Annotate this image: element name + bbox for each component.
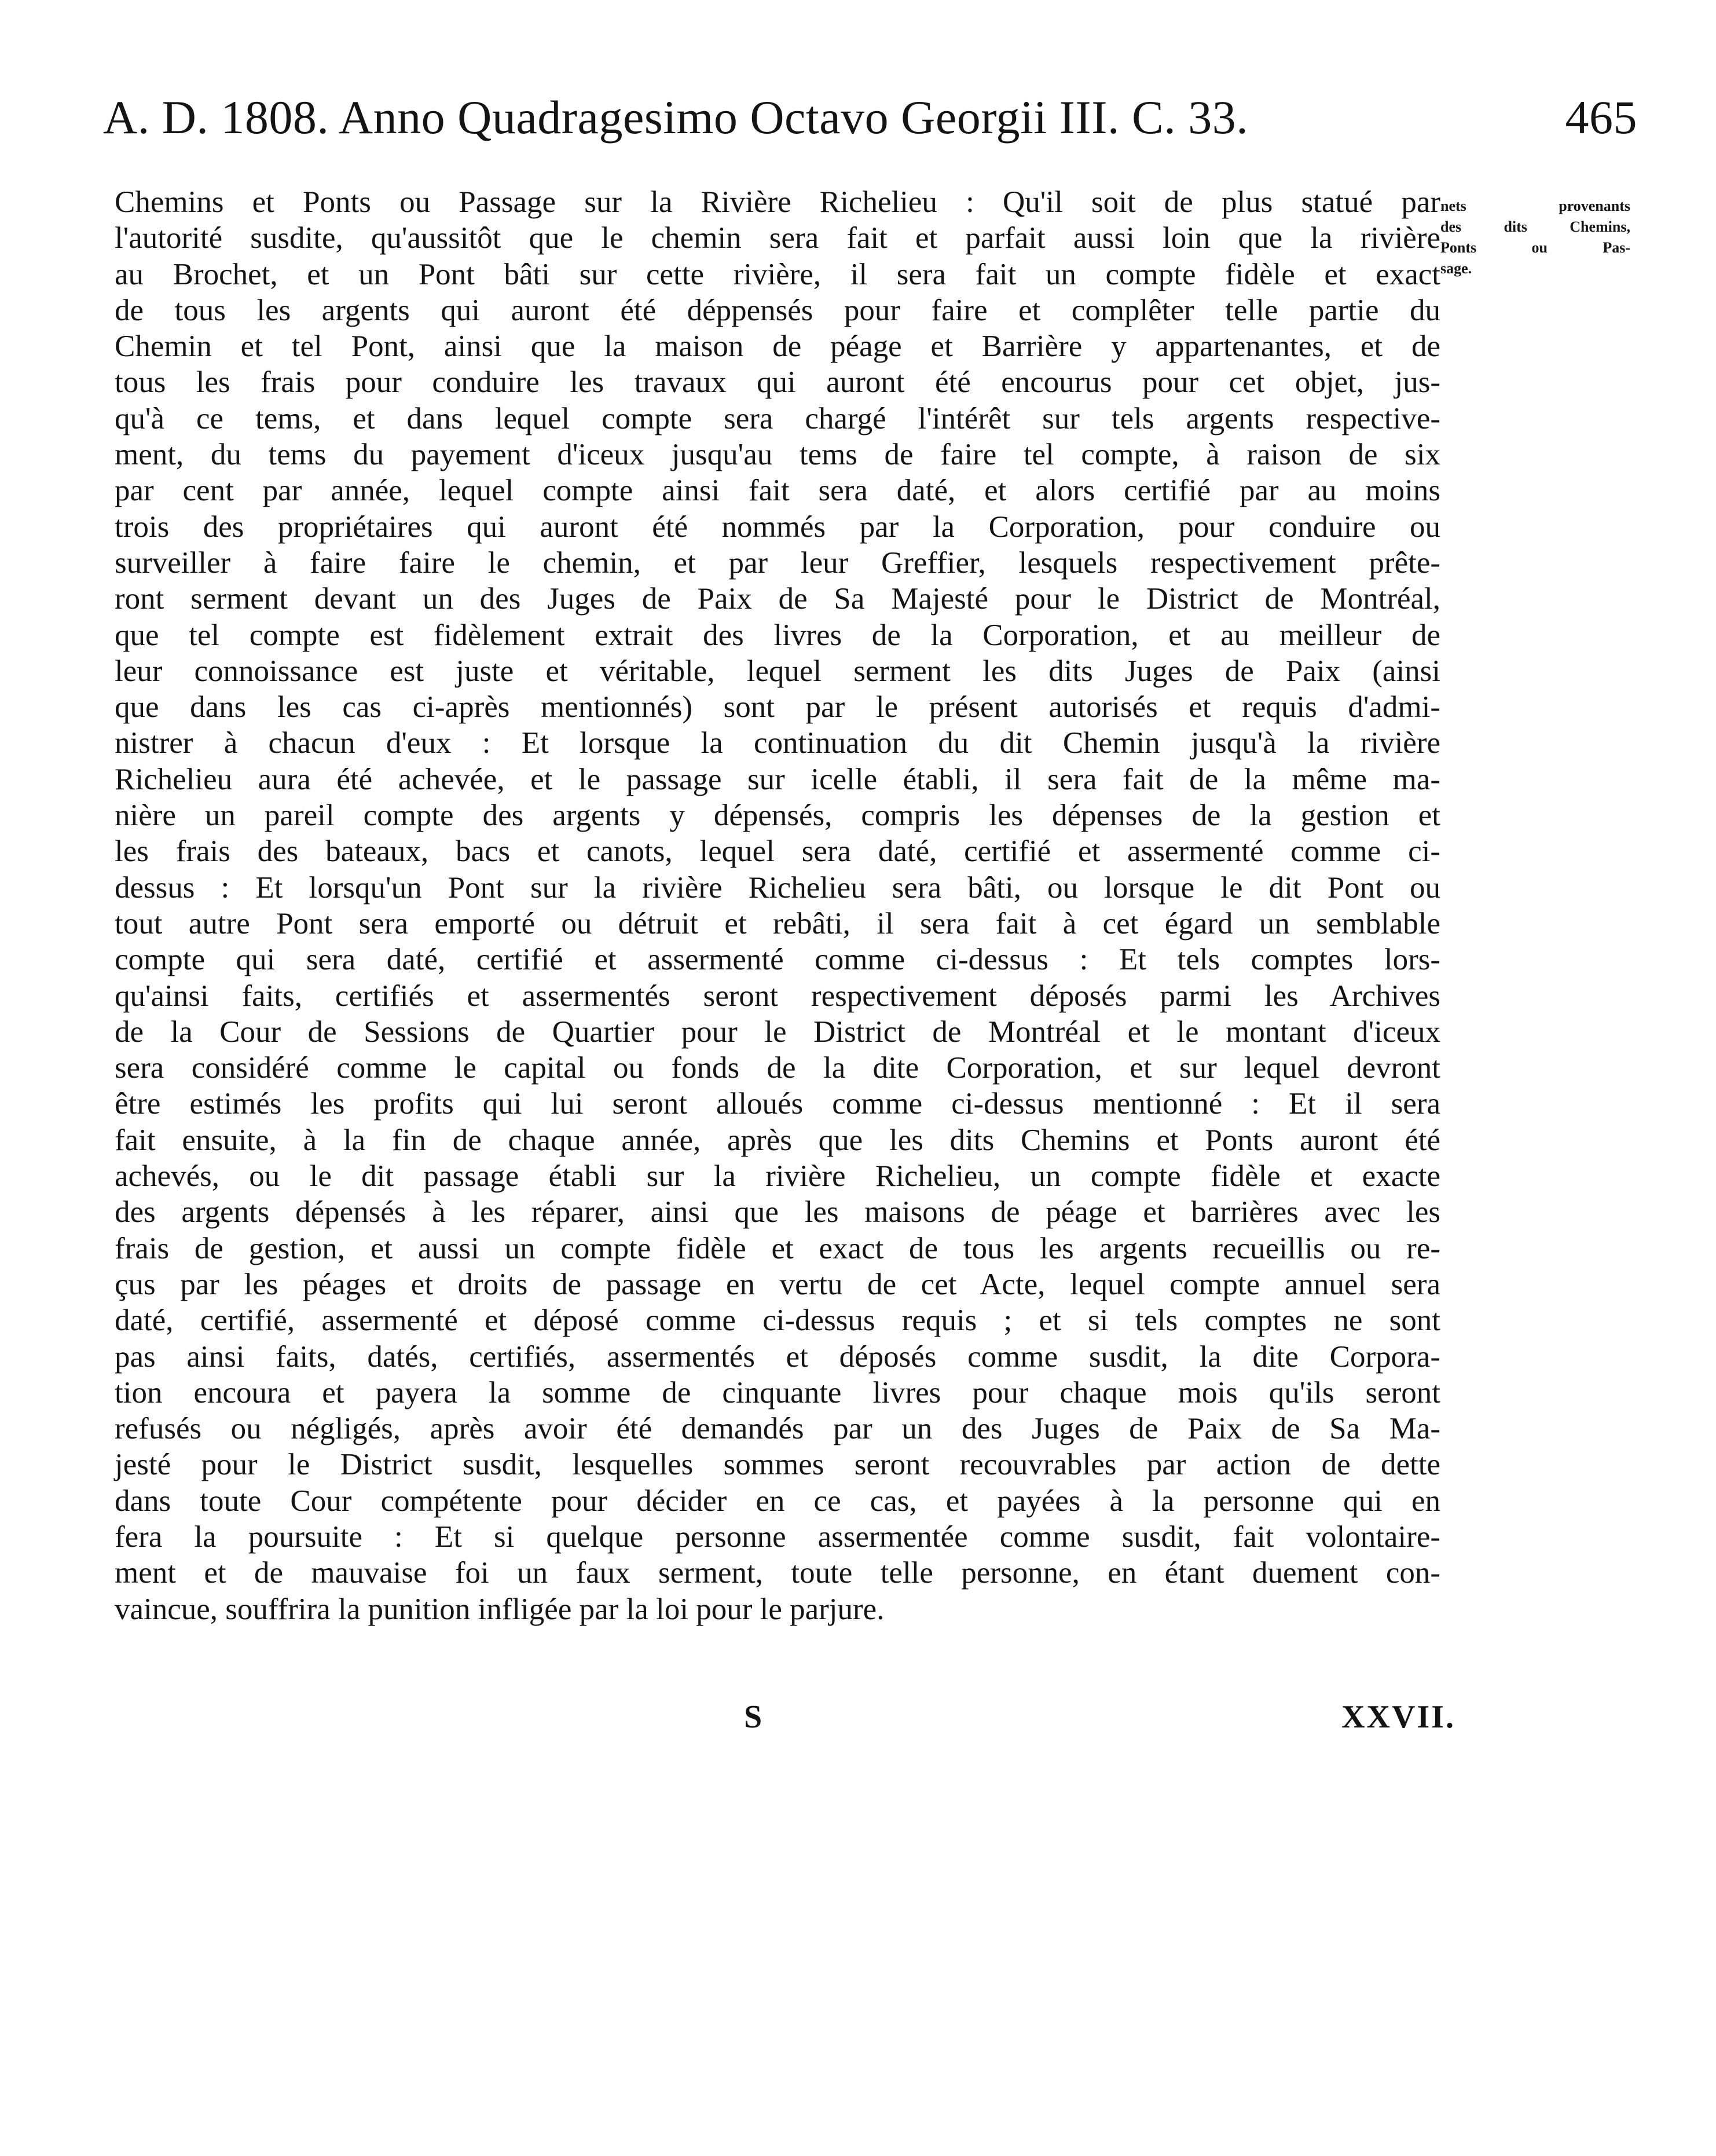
- text-line: refusés ou négligés, après avoir été demandés par un des Juges de Paix de Sa Ma-: [115, 1412, 1440, 1446]
- body-text: [115, 184, 1440, 1627]
- text-line: achevés, ou le dit passage établi sur la rivière Richelieu, un compte fidèle et exacte: [115, 1159, 1440, 1194]
- running-head-title: A. D. 1808. Anno Quadragesimo Octavo Georgii III. C. 33.: [103, 91, 1249, 144]
- text-line: qu'à ce tems, et dans lequel compte sera chargé l'intérêt sur tels argents respective-: [115, 401, 1440, 435]
- text-line: les frais des bateaux, bacs et canots, lequel sera daté, certifié et assermenté comme ci-: [115, 834, 1440, 869]
- text-line: ment, du tems du payement d'iceux jusqu'au tems de faire tel compte, à raison de six: [115, 438, 1440, 472]
- text-line: ment et de mauvaise foi un faux serment, toute telle personne, en étant duement con-: [115, 1556, 1440, 1590]
- text-line: fera la poursuite : Et si quelque personne assermentée comme susdit, fait volontaire-: [115, 1520, 1440, 1554]
- margin-note-line: nets provenants: [1440, 197, 1630, 214]
- text-line: des argents dépensés à les réparer, ainsi que les maisons de péage et barrières avec les: [115, 1195, 1440, 1229]
- text-line: tous les frais pour conduire les travaux qui auront été encourus pour cet objet, jus-: [115, 365, 1440, 400]
- text-line: vaincue, souffrira la punition infligée par la loi pour le parjure.: [115, 1592, 885, 1626]
- text-line: tout autre Pont sera emporté ou détruit et rebâti, il sera fait à cet égard un semblable: [115, 906, 1440, 940]
- text-line: daté, certifié, assermenté et déposé comme ci-dessus requis ; et si tels comptes ne sont: [115, 1304, 1440, 1338]
- text-line: nistrer à chacun d'eux : Et lorsque la continuation du dit Chemin jusqu'à la rivière: [115, 726, 1440, 760]
- page-number: 465: [1565, 91, 1637, 144]
- text-line: dans toute Cour compétente pour décider en ce cas, et payées à la personne qui en: [115, 1484, 1440, 1518]
- margin-note-line: sage.: [1440, 260, 1472, 277]
- margin-note-line: Ponts ou Pas-: [1440, 239, 1630, 256]
- text-line: Chemins et Ponts ou Passage sur la Rivière Richelieu : Qu'il soit de plus statué par: [115, 185, 1440, 219]
- text-line: au Brochet, et un Pont bâti sur cette rivière, il sera fait un compte fidèle et exact: [115, 257, 1440, 291]
- signature-mark: S: [744, 1699, 762, 1735]
- text-line: ront serment devant un des Juges de Paix de Sa Majesté pour le District de Montréal,: [115, 582, 1440, 616]
- margin-note: [1440, 196, 1630, 279]
- text-line: Richelieu aura été achevée, et le passage sur icelle établi, il sera fait de la même ma-: [115, 762, 1440, 796]
- margin-note-line: des dits Chemins,: [1440, 218, 1630, 235]
- text-line: que tel compte est fidèlement extrait des livres de la Corporation, et au meilleur de: [115, 618, 1440, 652]
- text-line: leur connoissance est juste et véritable, lequel serment les dits Juges de Paix (ainsi: [115, 654, 1440, 688]
- text-line: trois des propriétaires qui auront été nommés par la Corporation, pour conduire ou: [115, 510, 1440, 544]
- text-line: surveiller à faire faire le chemin, et par leur Greffier, lesquels respectivement prête-: [115, 546, 1440, 580]
- text-line: pas ainsi faits, datés, certifiés, assermentés et déposés comme susdit, la dite Corpora-: [115, 1339, 1440, 1374]
- text-line: l'autorité susdite, qu'aussitôt que le chemin sera fait et parfait aussi loin que la rivière: [115, 221, 1440, 255]
- running-head: [103, 86, 1637, 149]
- text-line: nière un pareil compte des argents y dépensés, compris les dépenses de la gestion et: [115, 799, 1440, 833]
- text-line: compte qui sera daté, certifié et assermenté comme ci-dessus : Et tels comptes lors-: [115, 943, 1440, 977]
- text-line: sera considéré comme le capital ou fonds de la dite Corporation, et sur lequel devront: [115, 1051, 1440, 1085]
- text-line: que dans les cas ci-après mentionnés) sont par le présent autorisés et requis d'admi-: [115, 690, 1440, 724]
- text-line: tion encoura et payera la somme de cinquante livres pour chaque mois qu'ils seront: [115, 1375, 1440, 1410]
- text-line: dessus : Et lorsqu'un Pont sur la rivière Richelieu sera bâti, ou lorsque le dit Pont ou: [115, 870, 1440, 905]
- text-line: être estimés les profits qui lui seront alloués comme ci-dessus mentionné : Et il sera: [115, 1087, 1440, 1121]
- text-line: de tous les argents qui auront été déppensés pour faire et complêter telle partie du: [115, 293, 1440, 327]
- text-line: Chemin et tel Pont, ainsi que la maison de péage et Barrière y appartenantes, et de: [115, 330, 1440, 364]
- text-line: fait ensuite, à la fin de chaque année, après que les dits Chemins et Ponts auront été: [115, 1123, 1440, 1157]
- text-line: frais de gestion, et aussi un compte fidèle et exact de tous les argents recueillis ou re-: [115, 1231, 1440, 1265]
- text-line: qu'ainsi faits, certifiés et assermentés seront respectivement déposés parmi les Archives: [115, 979, 1440, 1013]
- text-line: çus par les péages et droits de passage en vertu de cet Acte, lequel compte annuel sera: [115, 1267, 1440, 1301]
- catchword: XXVII.: [1341, 1699, 1455, 1735]
- text-line: de la Cour de Sessions de Quartier pour le District de Montréal et le montant d'iceux: [115, 1015, 1440, 1049]
- text-line: par cent par année, lequel compte ainsi fait sera daté, et alors certifié par au moins: [115, 474, 1440, 508]
- text-line: jesté pour le District susdit, lesquelles sommes seront recouvrables par action de dette: [115, 1448, 1440, 1482]
